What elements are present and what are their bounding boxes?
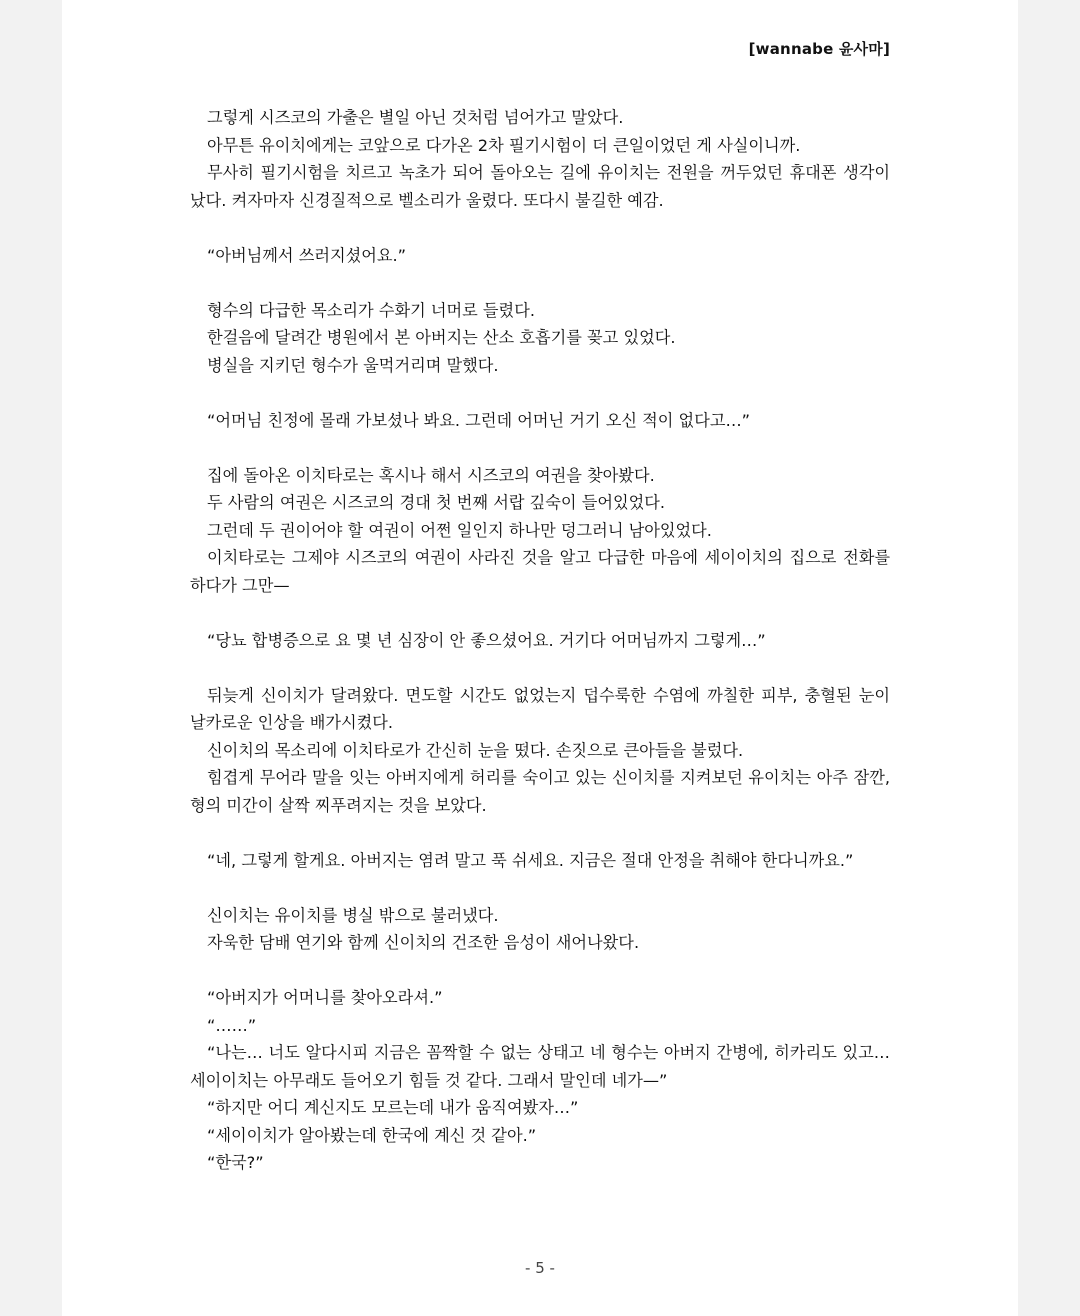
paragraph: 이치타로는 그제야 시즈코의 여권이 사라진 것을 알고 다급한 마음에 세이이치의 집으로 전화를 하다가 그만— xyxy=(190,548,890,595)
page-number: - 5 - xyxy=(525,1259,555,1277)
dialogue-line: “아버지가 어머니를 찾아오라셔.” xyxy=(207,988,443,1007)
paragraph-gap xyxy=(190,874,890,902)
paragraph-gap xyxy=(190,434,890,462)
body-text xyxy=(190,104,890,1177)
dialogue-line: “한국?” xyxy=(207,1153,264,1172)
paragraph-gap xyxy=(190,269,890,297)
paragraph: 무사히 필기시험을 치르고 녹초가 되어 돌아오는 길에 유이치는 전원을 꺼두었던 휴대폰 생각이 났다. 켜자마자 신경질적으로 벨소리가 울렸다. 또다시 불길한 예감. xyxy=(190,163,890,210)
paragraph: 한걸음에 달려간 병원에서 본 아버지는 산소 호흡기를 꽂고 있었다. xyxy=(207,328,676,347)
dialogue-line: “아버님께서 쓰러지셨어요.” xyxy=(207,245,407,265)
dialogue-line: “세이이치가 알아봤는데 한국에 계신 것 같아.” xyxy=(207,1125,537,1145)
dialogue-line: “하지만 어디 계신지도 모르는데 내가 움직여봤자…” xyxy=(207,1098,579,1117)
paragraph: 두 사람의 여권은 시즈코의 경대 첫 번째 서랍 깊숙이 들어있었다. xyxy=(207,493,666,512)
paragraph-gap xyxy=(190,654,890,682)
paragraph: 신이치의 목소리에 이치타로가 간신히 눈을 떴다. 손짓으로 큰아들을 불렀다. xyxy=(207,740,744,760)
paragraph: 자욱한 담배 연기와 함께 신이치의 건조한 음성이 새어나왔다. xyxy=(207,933,640,952)
paragraph-gap xyxy=(190,379,890,407)
paragraph: 아무튼 유이치에게는 코앞으로 다가온 2차 필기시험이 더 큰일이었던 게 사실이니까. xyxy=(207,135,801,155)
paragraph: 병실을 지키던 형수가 울먹거리며 말했다. xyxy=(207,355,499,375)
dialogue-line: “어머님 친정에 몰래 가보셨나 봐요. 그런데 어머닌 거기 오신 적이 없다고…” xyxy=(207,410,751,430)
paragraph: 뒤늦게 신이치가 달려왔다. 면도할 시간도 없었는지 덥수룩한 수염에 까칠한 피부, 충혈된 눈이 날카로운 인상을 배가시켰다. xyxy=(190,685,890,732)
document-page xyxy=(62,0,1018,1316)
paragraph: 형수의 다급한 목소리가 수화기 너머로 들렸다. xyxy=(207,300,535,320)
paragraph: 그런데 두 권이어야 할 여권이 어쩐 일인지 하나만 덩그러니 남아있었다. xyxy=(207,520,712,540)
paragraph: 힘겹게 무어라 말을 잇는 아버지에게 허리를 숙이고 있는 신이치를 지켜보던 유이치는 아주 잠깐, 형의 미간이 살짝 찌푸려지는 것을 보았다. xyxy=(190,768,890,815)
paragraph-gap xyxy=(190,599,890,627)
dialogue-line: “네, 그렇게 할게요. 아버지는 염려 말고 푹 쉬세요. 지금은 절대 안정을 취해야 한다니까요.” xyxy=(207,850,854,870)
dialogue-line: “……” xyxy=(207,1015,257,1035)
paragraph-gap xyxy=(190,819,890,847)
paragraph: 그렇게 시즈코의 가출은 별일 아닌 것처럼 넘어가고 말았다. xyxy=(207,108,624,127)
paragraph: 집에 돌아온 이치타로는 혹시나 해서 시즈코의 여권을 찾아봤다. xyxy=(207,465,655,485)
paragraph: 신이치는 유이치를 병실 밖으로 불러냈다. xyxy=(207,905,499,925)
dialogue-line: “당뇨 합병증으로 요 몇 년 심장이 안 좋으셨어요. 거기다 어머님까지 그렇게…” xyxy=(207,630,766,650)
dialogue-line: “나는… 너도 알다시피 지금은 꼼짝할 수 없는 상태고 네 형수는 아버지 간병에, 히카리도 있고… 세이이치는 아무래도 들어오기 힘들 것 같다. 그래서 말인데 네가—” xyxy=(190,1043,890,1090)
paragraph-gap xyxy=(190,214,890,242)
paragraph-gap xyxy=(190,957,890,985)
page-header-title: [wannabe 윤사마] xyxy=(748,40,890,58)
